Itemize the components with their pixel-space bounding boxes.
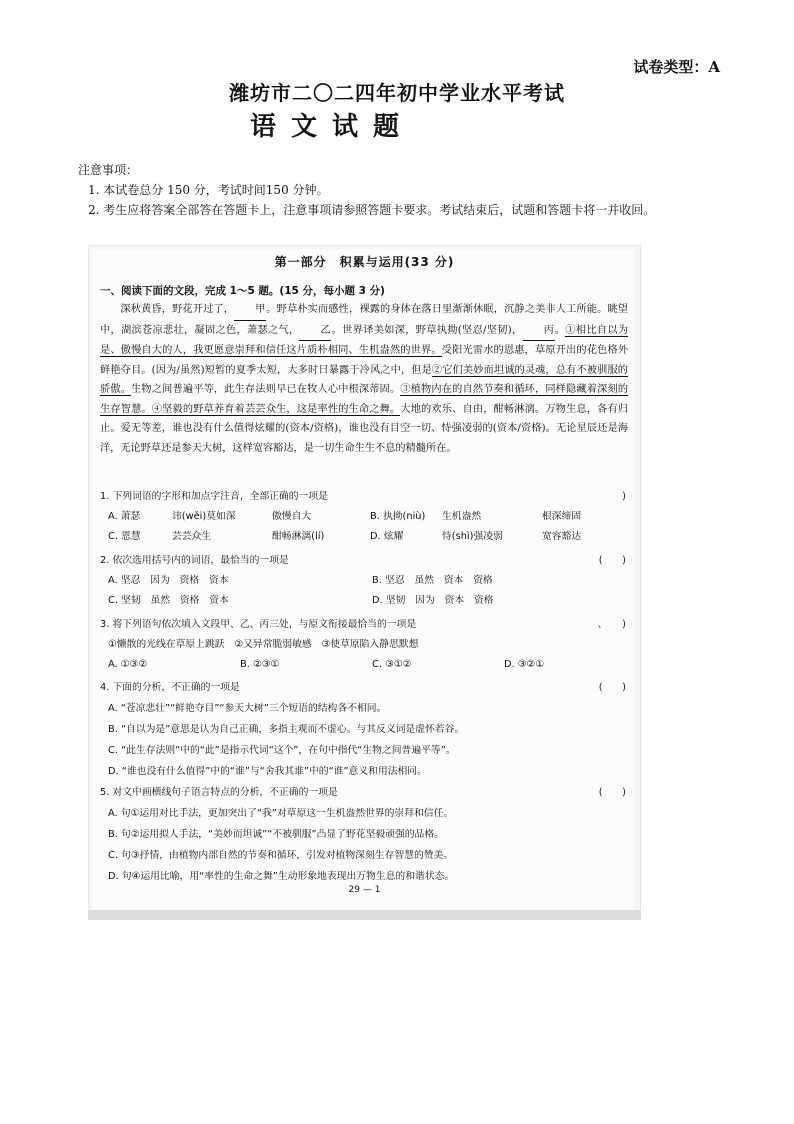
blank-bing: 丙 xyxy=(523,321,555,342)
option-text: B. 执拗(niù) xyxy=(370,511,426,522)
passage-text: 大地的欢乐、自由，酣畅淋漓。万物生息，各有归止。爱无等差，谁也没有什么值得炫耀的(资本/资格)，谁也没有目空一切、恃强凌弱的(资本/资格)。无论星辰还是海洋，无论野草还是参天大树，这样宽容豁达，是一切生命生生不息的精髓所在。 xyxy=(100,403,629,454)
subject-title: 语文试题 xyxy=(250,112,415,142)
scanned-exam-page xyxy=(88,245,641,920)
passage-text: 。 xyxy=(554,324,566,336)
passage-paragraph xyxy=(100,300,628,458)
question-4 xyxy=(100,678,632,782)
question-5 xyxy=(100,783,632,887)
question-stem xyxy=(100,615,632,635)
reading-passage xyxy=(100,300,628,458)
passage-text: 深秋黄昏，野花开过了， xyxy=(120,304,235,315)
passage-text: 。世界译美如深，野草执拗(坚忍/坚韧)， xyxy=(331,324,523,336)
option-text: C. 恩慧 xyxy=(108,531,141,542)
note-item-1: 1. 本试卷总分 150 分，考试时间150 分钟。 xyxy=(88,183,329,197)
answer-paren: ( ) xyxy=(598,682,626,693)
option-text: 生机盎然 xyxy=(442,511,482,522)
paper-type-label: 试卷类型：A xyxy=(633,58,720,76)
option-text: C. ③①② xyxy=(372,659,412,670)
question-1-options xyxy=(100,507,632,547)
question-5-options xyxy=(100,803,632,887)
option-text: C. 坚韧 虽然 资格 资本 xyxy=(108,595,229,606)
question-1 xyxy=(100,487,632,547)
underlined-sentence-2: ②它们美妙而坦诚的灵魂，总有不被驯服的骄傲。 xyxy=(100,364,628,395)
page-number: 29 — 1 xyxy=(348,885,381,895)
question-stem xyxy=(100,551,632,571)
question-3 xyxy=(100,615,632,675)
option-text: D. 炫耀 xyxy=(370,531,404,542)
answer-paren: 、 ) xyxy=(597,619,626,630)
notes-section xyxy=(78,160,726,220)
passage-text: 。野草朴实而感性，裸露的身体在落日里渐渐休眠，沉静之美非人工所能。眺望中，湖滨苍凉悲壮，凝固之色，萧瑟之气， xyxy=(100,304,628,336)
option-text: B. “自以为是”意思是认为自己正确，多指主观而不虚心。与其反义词是虚怀若谷。 xyxy=(108,724,465,735)
answer-paren: ( ) xyxy=(598,787,626,798)
scan-shadow xyxy=(88,910,641,920)
option-text: A. ①③② xyxy=(108,659,148,670)
option-text: C. “此生存法则”中的“此”是指示代词“这个”，在句中指代“生物之间普遍平等”。 xyxy=(108,745,456,756)
option-text: D. 句④运用比喻，用“率性的生命之舞”生动形象地表现出万物生息的和谐状态。 xyxy=(108,871,455,882)
option-text: 芸芸众生 xyxy=(172,531,212,542)
question-2-text: 2. 依次选用括号内的词语，最恰当的一项是 xyxy=(100,555,289,566)
option-text: 恃(shì)强凌弱 xyxy=(442,531,503,542)
passage-text: 生物之间普遍平等，此生存法则早已在牧人心中根深蒂固。 xyxy=(131,384,401,395)
section-heading: 一、阅读下面的文段，完成 1～5 题。(15 分，每小题 3 分) xyxy=(100,285,385,297)
question-2 xyxy=(100,551,632,611)
option-text: A. 萧瑟 xyxy=(108,511,141,522)
question-5-text: 5. 对文中画横线句子语言特点的分析，不正确的一项是 xyxy=(100,787,338,798)
answer-paren: ( ) xyxy=(598,555,626,566)
underlined-sentence-3: ③植物内在的自然节奏和循环，同样隐藏着深刻的生存智慧。 xyxy=(100,384,629,415)
underlined-sentence-4: ④坚毅的野草养育着芸芸众生，这是率性的生命之舞。 xyxy=(151,403,401,415)
option-text: B. ②③① xyxy=(240,659,280,670)
option-text: C. 句③抒情，由植物内部自然的节奏和循环，引发对植物深刻生存智慧的赞美。 xyxy=(108,850,454,861)
question-4-options xyxy=(100,698,632,782)
question-4-text: 4. 下面的分析，不正确的一项是 xyxy=(100,682,240,693)
exam-title: 潍坊市二〇二四年初中学业水平考试 xyxy=(229,81,565,105)
question-3-sentences: ①懒散的光线在草原上跳跃 ②又异常脆弱敏感 ③使草原陷入静思默想 xyxy=(108,639,419,650)
option-text: A. “苍凉悲壮”“鲜艳夺目”“参天大树”三个短语的结构各不相同。 xyxy=(108,703,387,714)
option-text: 根深缔固 xyxy=(542,511,582,522)
passage-text: 受阳光雷水的恩惠，草原开出的花色格外鲜艳夺目。(因为/虽然)短暂的夏季太短，大多时日暴露于冷风之中，但是 xyxy=(100,345,629,376)
blank-jia: 甲 xyxy=(234,300,266,321)
question-3-text: 3. 将下列语句依次填入文段甲、乙、丙三处，与原文衔接最恰当的一项是 xyxy=(100,619,417,630)
option-text: D. 坚韧 因为 资本 资格 xyxy=(372,595,494,606)
option-text: D. “谁也没有什么值得”中的“谁”与“舍我其谁”中的“谁”意义和用法相同。 xyxy=(108,766,427,777)
option-text: A. 句①运用对比手法，更加突出了“我”对草原这一生机盎然世界的崇拜和信任。 xyxy=(108,808,454,819)
option-text: B. 坚忍 虽然 资本 资格 xyxy=(372,575,493,586)
option-text: 讳(wěi)莫如深 xyxy=(172,511,236,522)
option-text: D. ③②① xyxy=(504,659,545,670)
question-stem xyxy=(100,783,632,803)
question-2-options xyxy=(100,571,632,611)
underlined-sentence-1: ①相比自以为是、傲慢自大的人，我更愿意崇拜和信任这片质朴相同、生机盎然的世界。 xyxy=(100,324,629,356)
question-3-options xyxy=(100,655,632,675)
part-title: 第一部分 积累与运用(33 分) xyxy=(274,255,455,269)
blank-yi: 乙 xyxy=(299,321,331,342)
note-item-2: 2. 考生应将答案全部答在答题卡上，注意事项请参照答题卡要求。考试结束后，试题和答题卡将一并收回。 xyxy=(88,203,656,217)
answer-paren: ) xyxy=(622,491,626,502)
option-text: A. 坚忍 因为 资格 资本 xyxy=(108,575,229,586)
notes-heading: 注意事项： xyxy=(78,163,139,177)
question-1-text: 1. 下列词语的字形和加点字注音，全部正确的一项是 xyxy=(100,491,328,502)
option-text: 傲慢自大 xyxy=(272,511,312,522)
question-stem xyxy=(100,487,632,507)
option-text: 宽容豁达 xyxy=(542,531,582,542)
option-text: B. 句②运用拟人手法，“美妙而坦诚”“不被驯服”凸显了野花坚毅顽强的品格。 xyxy=(108,829,444,840)
question-stem xyxy=(100,678,632,698)
option-text: 酣畅淋漓(lí) xyxy=(272,531,325,542)
